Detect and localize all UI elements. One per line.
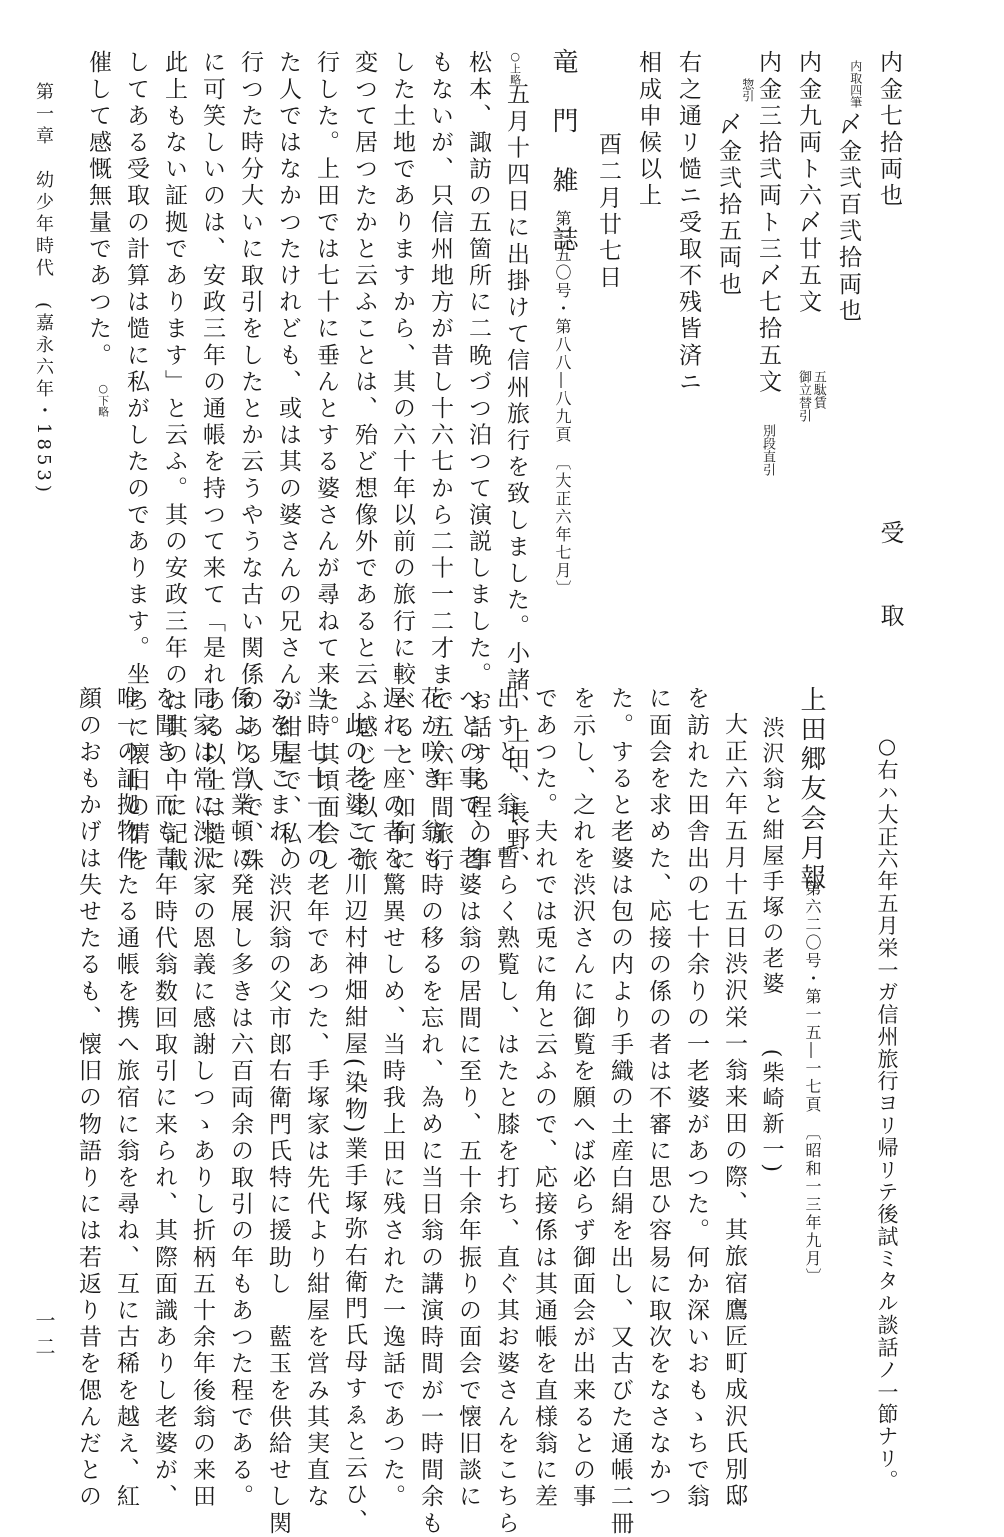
- receipt-note-dachin-1: 五駄賃: [810, 370, 826, 409]
- ryumon-line-11: してある受取の計算は慥に私がしたのであります。坐ろに懐旧の情を: [123, 50, 149, 875]
- ueda-line-1: 大正六年五月十五日渋沢栄一翁来田の際、其旅宿鷹匠町成沢氏別邸: [721, 712, 747, 1510]
- ueda-line-2: を訪れた田舎出の七十余りの一老婆があつた。何か深いおもゝちで翁: [683, 686, 709, 1511]
- receipt-note-dachin: [795, 370, 825, 422]
- ryumon-line-10: 此上もない証拠であります」と云ふ。其の安政三年のは其の中に記載: [161, 50, 187, 875]
- ryumon-line-7: た人ではなかつたけれども、或は其の婆さんの兄さんが紺屋で、私の: [275, 50, 301, 875]
- ryumon-line-12: 催して感慨無量であつた。: [85, 50, 111, 370]
- ryumon-mark-karyaku: ○下略: [96, 382, 110, 417]
- ueda-line-13: るを見こまれ、渋沢翁の父市郎右衛門氏特に援助し 藍玉を供給せし関: [265, 686, 291, 1537]
- ryumon-line-5: 変つて居つたかと云ふことは、殆ど想像外であると云ふ感じを以て旅: [351, 50, 377, 875]
- ueda-line-12: 当時七十一才の老年であつた、手塚家は先代より紺屋を営み其実直な: [303, 686, 329, 1511]
- ryumon-line-4: した土地でありますから、其の六十年以前の旅行に較べると、如何に: [389, 50, 415, 875]
- receipt-line-6: 右之通リ慥ニ受取不残皆済ニ: [675, 50, 701, 396]
- receipt-line-7: 相成申候以上: [635, 50, 661, 210]
- receipt-line-8: 酉二月廿七日: [595, 132, 621, 292]
- ueda-line-3: に面会を求めた、応接の係の者は不審に思ひ容易に取次をなさなかつ: [645, 686, 671, 1511]
- receipt-line-1: 内金七拾両也: [876, 50, 902, 210]
- ryumon-line-8: 行つた時分大いに取引をしたとか云うやうな古い関係のある人で、殊: [237, 50, 263, 875]
- ueda-line-11: 此の老婆こそ川辺村神畑紺屋(染物)業手塚弥右衛門氏母すゑと云ひ、: [341, 712, 367, 1536]
- ryumon-issue: 第三五〇号・第八八―八九頁 〔大正六年七月〕: [553, 210, 572, 598]
- receipt-title: 受 取: [876, 520, 904, 631]
- ueda-issue: 第六二〇号・第一五―一七頁 〔昭和一三年九月〕: [803, 880, 822, 1286]
- receipt-note-sashihiki: 惣引: [740, 78, 755, 102]
- ryumon-line-1: 五月十四日に出掛けて信州旅行を致しました。小諸、上田、長野、: [503, 82, 529, 880]
- ryumon-line-6: 行した。上田では七十に垂んとする婆さんが尋ねて来た。其頃面会し: [313, 50, 339, 875]
- ueda-line-9: 花が咲き 翁も時の移るを忘れ、為めに当日翁の講演時間が一時間余も: [417, 686, 443, 1537]
- ueda-line-15: 同家は常に渋沢家の恩義に感謝しつゝありし折柄五十余年後翁の来田: [189, 686, 215, 1511]
- page-number: 一二: [32, 1310, 56, 1362]
- receipt-note-dachin-2: 御立替引: [795, 370, 811, 422]
- ryumon-line-9: に可笑しいのは、安政三年の通帳を持つて来て「是れある以上は慥に: [199, 50, 225, 875]
- ueda-line-4: た。すると老婆は包の内より手織の土産白絹を出し、又古びた通帳二冊: [607, 686, 633, 1537]
- ueda-line-8: へとの事で、老婆は翁の居間に至り、五十余年振りの面会で懐旧談に: [455, 686, 481, 1511]
- ueda-title: 上田郷友会月報: [796, 686, 826, 894]
- receipt-line-5: 〆金弐拾五両也: [715, 112, 741, 299]
- ueda-line-5: を示し、之れを渋沢さんに御覧を願へば必らず御面会が出来るとの事: [569, 686, 595, 1511]
- receipt-note-naitori: 内取四筆: [848, 60, 863, 108]
- receipt-line-2: 〆金弐百弐拾両也: [835, 112, 861, 325]
- ueda-line-18: 顔のおもかげは失せたるも、懐旧の物語りには若返り昔を偲んだとの: [75, 686, 101, 1511]
- ueda-subtitle: 渋沢翁と紺屋手塚の老婆 (柴崎新一): [759, 716, 784, 1176]
- ueda-line-10: 遅れ一座の者を驚異せしめ、当時我上田に残された一逸話であつた。: [379, 686, 405, 1511]
- receipt-line-4: 内金三拾弐両ト三〆七拾五文: [755, 50, 781, 396]
- ueda-line-17: 唯一の証拠物件たる通帳を携へ旅宿に翁を尋ね、互に古稀を越え、紅: [113, 686, 139, 1511]
- ryumon-title: 竜 門 雑 誌: [548, 48, 578, 256]
- ueda-line-6: であつた。夫れでは兎に角と云ふので、応接係は其通帳を直様翁に差: [531, 686, 557, 1511]
- receipt-line-3: 内金九両ト六〆廿五文: [795, 50, 821, 316]
- running-footer: 第一章 幼少年時代 (嘉永六年・1853): [33, 82, 54, 496]
- receipt-note-betsudan: 別段直引: [759, 424, 775, 476]
- ryumon-line-2: 松本、諏訪の五箇所に二晩づつ泊つて演説しました。お話する程の事: [465, 50, 491, 875]
- ryumon-line-3: もないが、只信州地方が昔し十六七から二十一二才まで五六年間旅行: [427, 50, 453, 875]
- ueda-line-7: 出すと、翁、暫らく熟覧し、はたと膝を打ち、直ぐ其お婆さんをこちら: [493, 686, 519, 1537]
- note-right: ○右ハ大正六年五月栄一ガ信州旅行ヨリ帰リテ後試ミタル談話ノ一節ナリ。: [875, 734, 899, 1492]
- ryumon-mark-joryaku: ○上略: [508, 50, 522, 85]
- ueda-line-14: 係より営業頓に発展し多きは六百両余の取引の年もあつた程である。: [227, 686, 253, 1511]
- ueda-line-16: を聞き、而も青年時代翁数回取引に来られ、其際面識ありし老婆が、: [151, 686, 177, 1511]
